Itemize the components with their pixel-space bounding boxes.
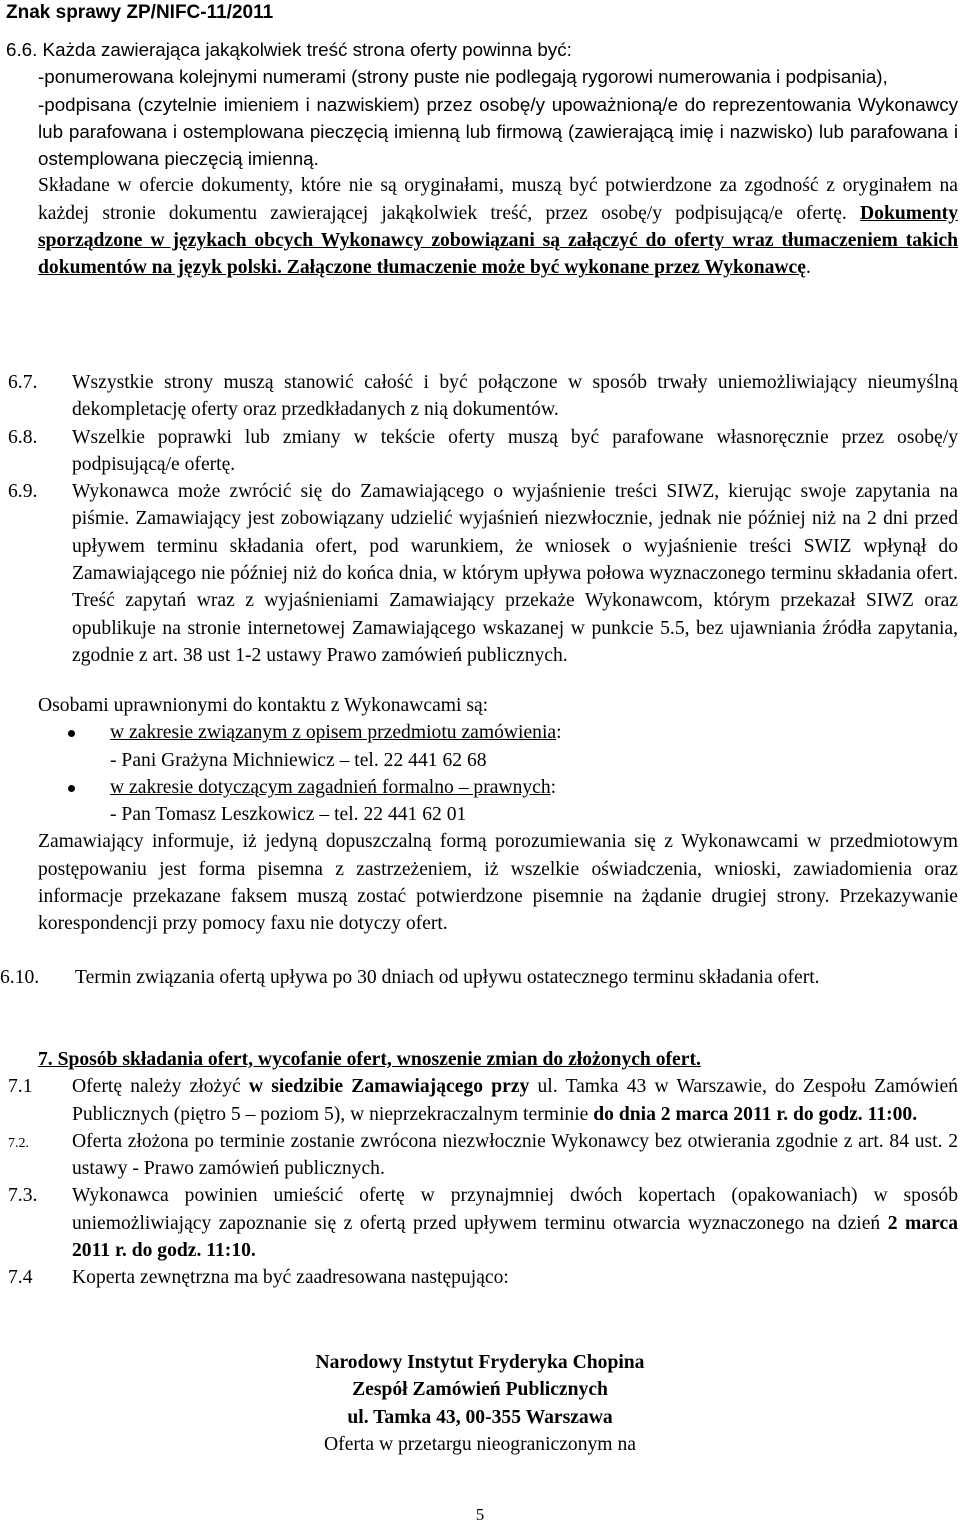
sections-6-7-to-6-9 <box>8 369 958 669</box>
section-6-8 <box>8 424 958 479</box>
text-span: . <box>805 257 811 279</box>
emphasis-text: do dnia 2 marca 2011 r. do godz. 11:00. <box>593 1103 918 1125</box>
item-7-3 <box>8 1182 958 1264</box>
section-text: Wykonawca może zwrócić się do Zamawiającego o wyjaśnienie treści SIWZ, kierując swoje zapytania na piśmie. Zamawiający jest zobowiązany udzielić wyjaśnień niezwłocznie, jednak nie później niż na 2 dni przed upływem terminu składania ofert, pod warunkiem, że wniosek o wyjaśnienie treści SWIZ wpłynął do Zamawiającego nie później niż do końca dnia, w którym upływa połowa wyznaczonego terminu składania ofert. Treść zapytań wraz z wyjaśnieniami Zamawiający przekaże Wykonawcom, którym przekazał SIWZ oraz opublikuje na stronie internetowej Zamawiającego wskazanej w punkcie 5.5, bez ujawniania źródła zapytania, zgodnie z art. 38 ust 1-2 ustawy Prawo zamówień publicznych. <box>72 481 958 666</box>
section-number: 6.9. <box>8 481 38 503</box>
contact-item <box>38 774 958 801</box>
text-span: Składane w ofercie dokumenty, które nie są oryginałami, muszą być potwierdzone za zgodność z oryginałem na każdej stronie dokumentu zawierającej jakąkolwiek treść, przez osobę/y podpisującą/e ofertę. <box>38 175 958 224</box>
item-7-2 <box>8 1128 958 1183</box>
case-reference: Znak sprawy ZP/NIFC-11/2011 <box>6 2 274 23</box>
emphasis-text: 2 marca 2011 r. do godz. 11:10. <box>72 1212 958 1262</box>
section-text: Wszystkie strony muszą stanowić całość i być połączone w sposób trwały uniemożliwiający nieumyślną dekompletację oferty oraz przedkładanych z nią dokumentów. <box>72 372 958 421</box>
page-number: 5 <box>475 1505 485 1524</box>
bullet-icon <box>68 730 75 737</box>
section-number: 6.8. <box>8 426 38 448</box>
item-number: 7.3. <box>8 1185 38 1207</box>
section-text: Wszelkie poprawki lub zmiany w tekście oferty muszą być parafowane własnoręcznie przez osobę/y podpisującą/e ofertę. <box>72 426 958 475</box>
text-span: Ofertę należy złożyć <box>72 1076 249 1098</box>
section-text: Każda zawierająca jakąkolwiek treść strona oferty powinna być: <box>42 39 572 60</box>
emphasis-text: Dokumenty sporządzone w językach obcych Wykonawcy zobowiązani są załączyć do oferty wraz tłumaczeniem takich dokumentów na język polski. Załączone tłumaczenie może być wykonane przez Wykonawcę <box>38 202 958 279</box>
section-number: 6.10. <box>0 967 40 988</box>
section-number: 6.7. <box>8 372 38 393</box>
contact-person: - Pan Tomasz Leszkowicz – tel. 22 441 62 01 <box>110 804 467 826</box>
section-6-6 <box>0 36 958 282</box>
contact-person: - Pani Grażyna Michniewicz – tel. 22 441 62 68 <box>110 749 487 771</box>
section-text: Termin związania ofertą upływa po 30 dniach od upływu ostatecznego terminu składania ofert. <box>75 967 820 988</box>
section-6-9 <box>8 478 958 669</box>
paragraph: -ponumerowana kolejnymi numerami (strony puste nie podlegają rygorowi numerowania i podpisania), <box>38 66 888 88</box>
item-number: 7.4 <box>8 1267 33 1289</box>
address-line: Oferta w przetargu nieograniczonym na <box>324 1433 636 1455</box>
paragraph: -podpisana (czytelnie imieniem i nazwiskiem) przez osobę/y upoważnioną/e do reprezentowania Wykonawcy lub parafowana i ostemplowana pieczęcią imienną lub firmową (zawierającą imię i nazwisko) lub parafowana i ostemplowana pieczęcią imienną. <box>38 93 958 170</box>
bullet-icon <box>68 785 75 792</box>
item-number: 7.1 <box>8 1076 33 1098</box>
contacts-intro: Osobami uprawnionymi do kontaktu z Wykonawcami są: <box>38 695 489 716</box>
contact-scope: w zakresie dotyczącym zagadnień formalno – prawnych <box>110 776 551 798</box>
address-line: Narodowy Instytut Fryderyka Chopina <box>315 1352 645 1373</box>
text-span: Koperta zewnętrzna ma być zaadresowana następująco: <box>72 1267 509 1289</box>
section-7 <box>8 1046 958 1292</box>
contact-scope: w zakresie związanym z opisem przedmiotu zamówienia <box>110 722 557 744</box>
address-line: Zespół Zamówień Publicznych <box>352 1379 608 1401</box>
section-6-10 <box>0 964 958 991</box>
item-number: 7.2. <box>8 1135 29 1151</box>
item-7-1 <box>8 1073 958 1128</box>
section-6-7 <box>8 369 958 424</box>
contacts-note: Zamawiający informuje, iż jedyną dopuszczalną formą porozumiewania się z Wykonawcami w przedmiotowym postępowaniu jest forma pisemna z zastrzeżeniem, iż wszelkie oświadczenia, wnioski, zawiadomienia oraz informacje przekazane faksem muszą zostać potwierdzone pisemnie na żądanie drugiej strony. Przekazywanie korespondencji przy pomocy faxu nie dotyczy ofert. <box>38 831 958 935</box>
text-span: Oferta złożona po terminie zostanie zwrócona niezwłocznie Wykonawcy bez otwierania zgodnie z art. 84 ust. 2 ustawy - Prawo zamówień publicznych. <box>72 1130 958 1180</box>
contacts-block <box>38 692 958 938</box>
punctuation: : <box>556 722 562 744</box>
contact-item <box>38 719 958 746</box>
section-heading: 7. Sposób składania ofert, wycofanie ofert, wnoszenie zmian do złożonych ofert. <box>38 1049 701 1070</box>
item-7-4 <box>8 1264 958 1291</box>
section-number: 6.6. <box>6 39 38 60</box>
text-span: ul. Tamka 43 w Warszawie, do Zespołu Zamówień Publicznych (piętro 5 – poziom 5), w nieprzekraczalnym terminie <box>72 1076 958 1125</box>
punctuation: : <box>550 776 557 798</box>
emphasis-text: w siedzibie Zamawiającego przy <box>248 1076 530 1098</box>
address-block <box>0 1349 960 1458</box>
paragraph <box>38 172 958 281</box>
text-span: Wykonawca powinien umieścić ofertę w przynajmniej dwóch kopertach (opakowaniach) w sposób uniemożliwiający zapoznanie się z ofertą przed upływem terminu otwarcia wyznaczonego na dzień <box>72 1185 958 1234</box>
address-line: ul. Tamka 43, 00-355 Warszawa <box>347 1406 613 1428</box>
